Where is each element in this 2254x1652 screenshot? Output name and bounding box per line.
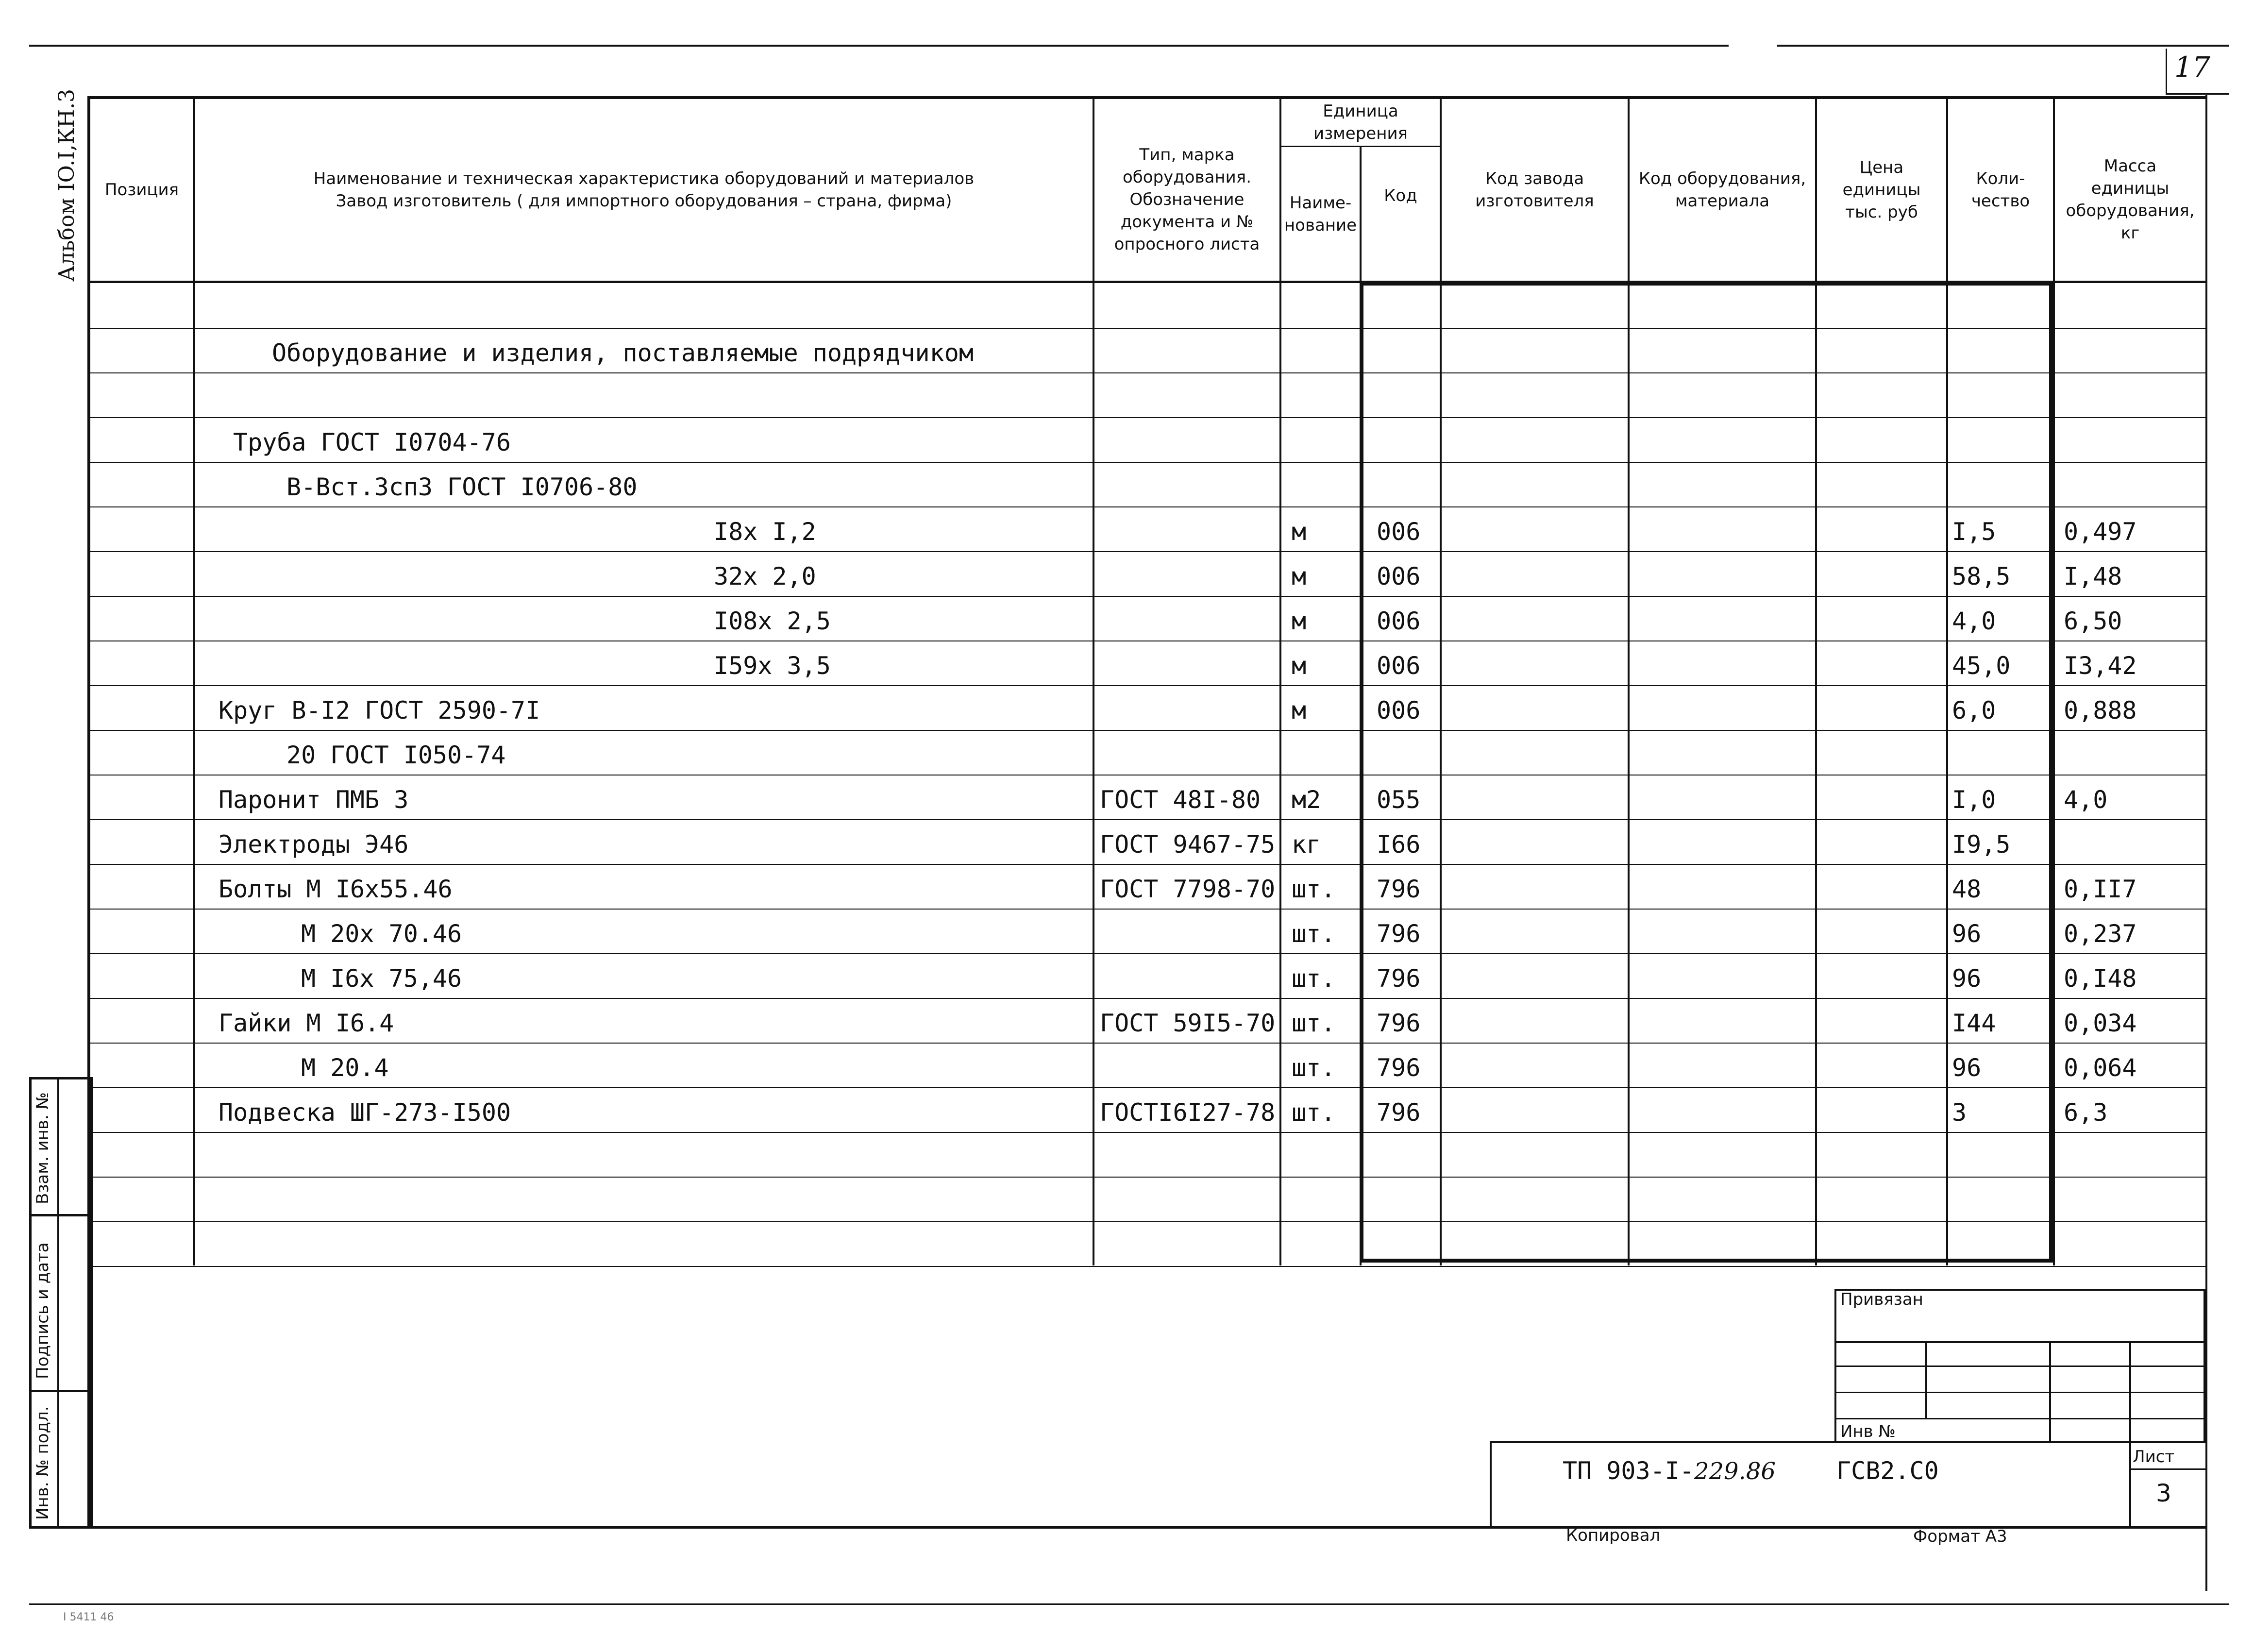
row-name: Паронит ПМБ 3 xyxy=(219,786,409,814)
row-unit: шт. xyxy=(1292,875,1336,903)
row-mass: 0,I48 xyxy=(2064,964,2137,993)
sheet-number: 3 xyxy=(2156,1479,2171,1507)
header-name: Наименование и техническая характеристика оборудований и материалов Завод изготовитель ( для импортного оборудования – страна, фирма) xyxy=(313,169,975,211)
privyazan-row-4 xyxy=(1834,1418,2205,1419)
stamp-vzam: Взам. инв. № xyxy=(33,1092,52,1204)
row-mass: 0,064 xyxy=(2064,1054,2137,1082)
row-qty: 96 xyxy=(1952,1054,1982,1082)
header-unit-code: Код xyxy=(1384,186,1417,205)
row-mass: 0,497 xyxy=(2064,518,2137,546)
row-qty: 3 xyxy=(1952,1098,1967,1127)
row-name: Электроды Э46 xyxy=(219,830,409,859)
row-type: ГОСТ 48I-80 xyxy=(1100,786,1261,814)
doc-code-prefix: ТП 903-I- xyxy=(1563,1457,1694,1485)
row-name: М 20.4 xyxy=(301,1054,389,1082)
row-qty: 45,0 xyxy=(1952,652,2011,680)
stamp-top xyxy=(29,1077,92,1079)
row-code: 796 xyxy=(1377,964,1421,993)
header-position: Позиция xyxy=(104,180,179,200)
stamp-left xyxy=(29,1077,32,1529)
sheet-label: Лист xyxy=(2133,1447,2175,1467)
stamp-mid xyxy=(57,1077,59,1529)
row-code: 006 xyxy=(1377,696,1421,725)
row-divider xyxy=(87,864,2205,865)
row-divider xyxy=(87,506,2205,507)
row-unit: шт. xyxy=(1292,1009,1336,1037)
privyazan-col-1 xyxy=(1925,1341,1927,1418)
row-divider xyxy=(87,328,2205,329)
row-code: 055 xyxy=(1377,786,1421,814)
corner-mark: І 5411 46 xyxy=(63,1611,114,1623)
row-unit: кг xyxy=(1292,830,1321,859)
row-code: 796 xyxy=(1377,875,1421,903)
code-box xyxy=(1490,1441,2205,1529)
row-name: Оборудование и изделия, поставляемые подрядчиком xyxy=(272,339,974,367)
page-number-box-left xyxy=(2166,49,2167,95)
row-code: I66 xyxy=(1377,830,1421,859)
row-name: 20 ГОСТ I050-74 xyxy=(286,741,506,769)
right-border xyxy=(2205,95,2207,1591)
row-unit: шт. xyxy=(1292,1098,1336,1127)
header-type: Тип, марка оборудования. Обозначение документа и № опросного листа xyxy=(1114,145,1260,254)
page-number: 17 xyxy=(2174,51,2210,84)
row-divider xyxy=(87,1043,2205,1044)
row-code: 006 xyxy=(1377,607,1421,635)
row-name: 32х 2,0 xyxy=(714,562,816,590)
row-qty: 96 xyxy=(1952,920,1982,948)
top-cut-line-right xyxy=(1777,45,2229,47)
stamp-div-2 xyxy=(29,1390,92,1392)
row-divider xyxy=(87,730,2205,731)
row-divider xyxy=(87,819,2205,820)
row-type: ГОСТI6I27-78 xyxy=(1100,1098,1276,1127)
row-divider xyxy=(87,417,2205,418)
header-quantity: Коли- чество xyxy=(1971,169,2030,211)
sheet-box-left xyxy=(2129,1441,2131,1529)
row-divider xyxy=(87,1087,2205,1088)
row-code: 796 xyxy=(1377,920,1421,948)
row-name: В-Вст.3сп3 ГОСТ I0706-80 xyxy=(286,473,638,501)
row-name: Круг В-I2 ГОСТ 2590-7I xyxy=(219,696,540,725)
sheet-code: ГСВ2.С0 xyxy=(1836,1457,1939,1485)
row-unit: м xyxy=(1292,607,1307,635)
kopiroval: Копировал xyxy=(1566,1526,1661,1545)
row-unit: м2 xyxy=(1292,786,1321,814)
row-mass: 0,II7 xyxy=(2064,875,2137,903)
row-unit: м xyxy=(1292,518,1307,546)
row-unit: шт. xyxy=(1292,964,1336,993)
row-type: ГОСТ 7798-70 xyxy=(1100,875,1276,903)
row-unit: шт. xyxy=(1292,1054,1336,1082)
row-divider xyxy=(87,953,2205,954)
header-equipment-code: Код оборудования, материала xyxy=(1638,169,1806,211)
row-divider xyxy=(87,685,2205,686)
row-qty: I,5 xyxy=(1952,518,1996,546)
row-divider xyxy=(87,596,2205,597)
row-qty: 6,0 xyxy=(1952,696,1996,725)
row-divider xyxy=(87,1266,2205,1267)
bottom-cut-line xyxy=(29,1603,2229,1605)
privyazan-row-1 xyxy=(1834,1341,2205,1343)
header-plant-code: Код завода изготовителя xyxy=(1475,169,1594,211)
stamp-div-1 xyxy=(29,1214,92,1216)
row-name: I8х I,2 xyxy=(714,518,816,546)
privyazan-row-2 xyxy=(1834,1365,2205,1367)
row-name: I08х 2,5 xyxy=(714,607,831,635)
row-divider xyxy=(87,462,2205,463)
row-qty: 96 xyxy=(1952,964,1982,993)
row-divider xyxy=(87,372,2205,373)
row-type: ГОСТ 59I5-70 xyxy=(1100,1009,1276,1037)
row-unit: м xyxy=(1292,562,1307,590)
row-mass: 0,034 xyxy=(2064,1009,2137,1037)
row-unit: шт. xyxy=(1292,920,1336,948)
row-divider xyxy=(87,1132,2205,1133)
row-qty: I,0 xyxy=(1952,786,1996,814)
row-name: Подвеска ШГ-273-I500 xyxy=(219,1098,511,1127)
row-name: Гайки М I6.4 xyxy=(219,1009,394,1037)
header-unit-name: Наиме- нование xyxy=(1284,193,1357,235)
row-code: 796 xyxy=(1377,1009,1421,1037)
page-number-box-bottom xyxy=(2166,93,2229,95)
privyazan-col-2 xyxy=(2049,1341,2051,1443)
row-name: Болты М I6х55.46 xyxy=(219,875,453,903)
inv-no-label: Инв № xyxy=(1840,1422,1896,1441)
row-name: Труба ГОСТ I0704-76 xyxy=(233,428,511,456)
row-mass: I3,42 xyxy=(2064,652,2137,680)
row-mass: 6,3 xyxy=(2064,1098,2108,1127)
row-mass: 4,0 xyxy=(2064,786,2108,814)
stamp-inv: Инв. № подл. xyxy=(33,1406,52,1520)
row-name: М I6х 75,46 xyxy=(301,964,462,993)
row-code: 006 xyxy=(1377,518,1421,546)
header-price: Цена единицы тыс. руб xyxy=(1842,158,1921,222)
stamp-right xyxy=(90,1077,93,1529)
stamp-podpis: Подпись и дата xyxy=(33,1242,52,1379)
row-type: ГОСТ 9467-75 xyxy=(1100,830,1276,859)
row-qty: I44 xyxy=(1952,1009,1996,1037)
album-label: Альбом IO.I,КН.3 xyxy=(54,88,79,282)
doc-code xyxy=(1563,1457,1776,1485)
row-divider xyxy=(87,1221,2205,1222)
row-mass: 6,50 xyxy=(2064,607,2122,635)
row-code: 006 xyxy=(1377,652,1421,680)
row-name: I59х 3,5 xyxy=(714,652,831,680)
thick-region xyxy=(1360,282,2053,1263)
row-qty: I9,5 xyxy=(1952,830,2011,859)
row-qty: 4,0 xyxy=(1952,607,1996,635)
row-code: 006 xyxy=(1377,562,1421,590)
row-unit: м xyxy=(1292,652,1307,680)
row-name: М 20х 70.46 xyxy=(301,920,462,948)
row-unit: м xyxy=(1292,696,1307,725)
row-mass: 0,888 xyxy=(2064,696,2137,725)
row-code: 796 xyxy=(1377,1054,1421,1082)
format: Формат А3 xyxy=(1913,1527,2007,1546)
privyazan-label: Привязан xyxy=(1840,1290,1923,1309)
row-divider xyxy=(87,909,2205,910)
header-unit-group: Единица измерения xyxy=(1313,101,1408,143)
top-cut-line xyxy=(29,45,1729,47)
header-mass: Масса единицы оборудования, кг xyxy=(2066,156,2195,243)
row-qty: 48 xyxy=(1952,875,1982,903)
sheet-box-div xyxy=(2129,1468,2205,1470)
doc-code-hand: 229.86 xyxy=(1694,1458,1776,1485)
row-code: 796 xyxy=(1377,1098,1421,1127)
row-qty: 58,5 xyxy=(1952,562,2011,590)
row-divider xyxy=(87,998,2205,999)
privyazan-row-3 xyxy=(1834,1392,2205,1393)
row-mass: 0,237 xyxy=(2064,920,2137,948)
row-divider xyxy=(87,1177,2205,1178)
row-mass: I,48 xyxy=(2064,562,2122,590)
privyazan-col-3 xyxy=(2129,1341,2131,1443)
row-divider xyxy=(87,551,2205,552)
